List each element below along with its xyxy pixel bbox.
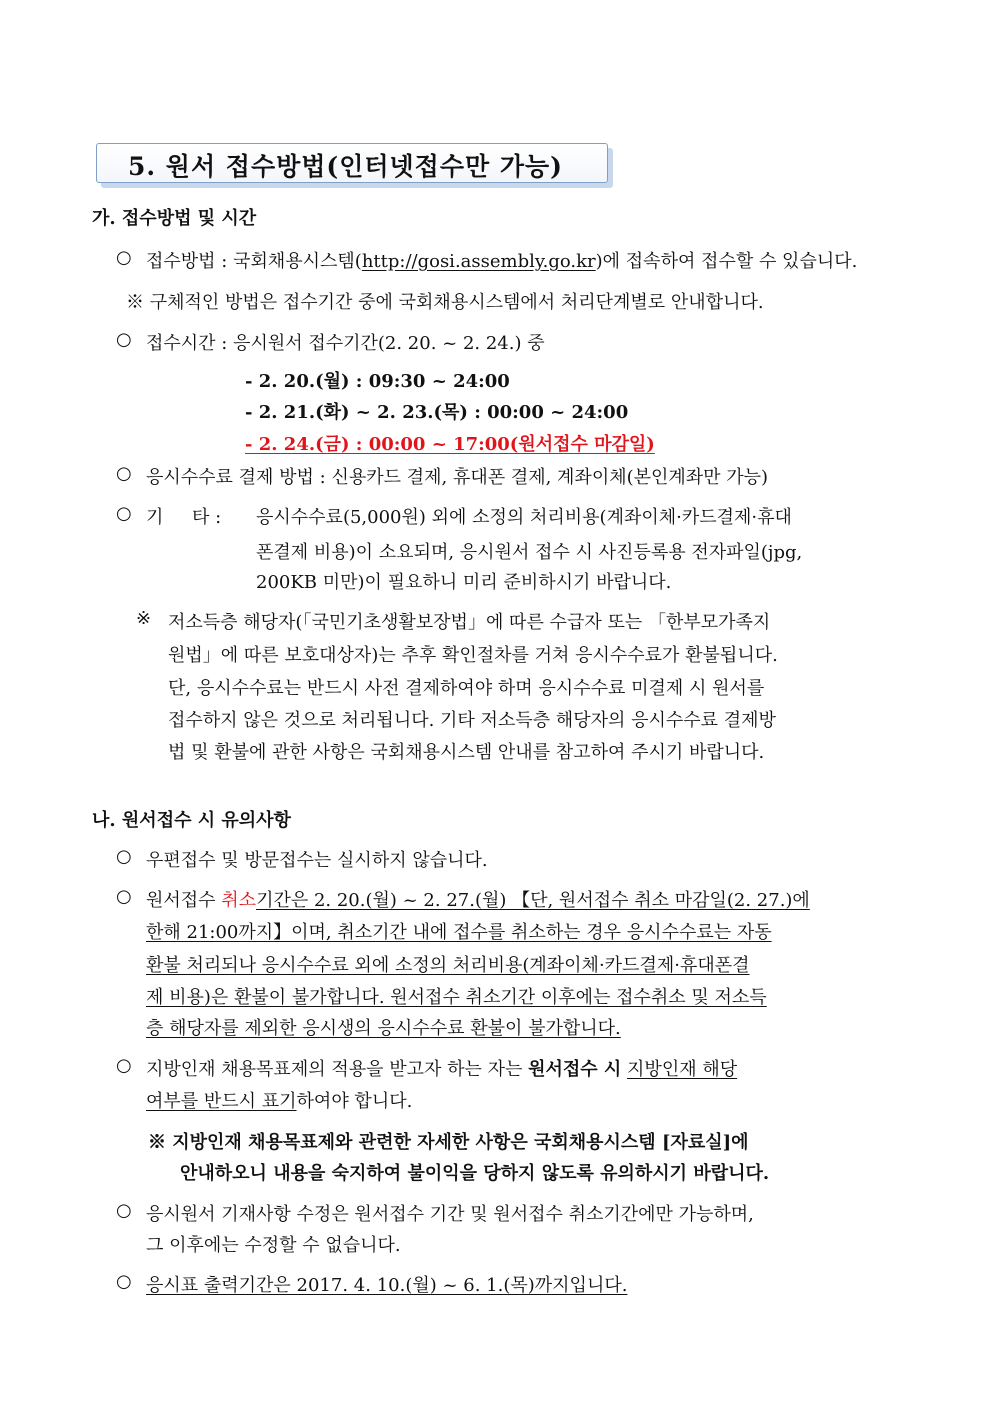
cancel-line: 제 비용)은 환불이 불가합니다. 원서접수 취소기간 이후에는 접수취소 및 저소득 [146,987,767,1008]
method-line [146,247,857,273]
local-note-line: ※ 지방인재 채용목표제와 관련한 자세한 사항은 국회채용시스템 [자료실]에 [148,1132,749,1153]
low-income-note-line: 저소득층 해당자(「국민기초생활보장법」에 따른 수급자 또는 「한부모가족지 [168,612,771,633]
cancel-line: 환불 처리되나 응시수수료 외에 소정의 처리비용(계좌이체·카드결제·휴대폰결 [146,955,750,976]
bullet: ○ [116,463,132,484]
low-income-note-line: 법 및 환불에 관한 사항은 국회채용시스템 안내를 참고하여 주시기 바랍니다. [168,742,765,763]
low-income-note-line: 접수하지 않은 것으로 처리됩니다. 기타 저소득층 해당자의 응시수수료 결제방 [168,710,776,731]
time-line: 접수시간 : 응시원서 접수기간(2. 20. ~ 2. 24.) 중 [146,333,545,354]
cancel-line [146,886,810,912]
bullet: ○ [116,329,132,350]
local-underline-2: 여부를 반드시 표기 [146,1091,297,1112]
fee-payment: 응시수수료 결제 방법 : 신용카드 결제, 휴대폰 결제, 계좌이체(본인계좌만 가능) [146,467,769,488]
schedule-day-1: - 2. 20.(월) : 09:30 ~ 24:00 [245,371,510,392]
modify-line: 그 이후에는 수정할 수 없습니다. [146,1235,401,1256]
local-bold: 원서접수 시 [528,1059,622,1080]
local-pre: 지방인재 채용목표제의 적용을 받고자 하는 자는 [146,1059,529,1080]
local-line [146,1055,737,1081]
cancel-post: 기간은 2. 20.(월) ~ 2. 27.(월) 【단, 원서접수 취소 마감일(2. 27.)에 [256,890,810,911]
bullet: ○ [116,886,132,907]
cancel-red: 취소 [221,890,257,911]
print-period: 응시표 출력기간은 2017. 4. 10.(월) ~ 6. 1.(목)까지입니다. [146,1275,628,1296]
note-mark: ※ [136,608,152,629]
etc-line: 응시수수료(5,000원) 외에 소정의 처리비용(계좌이체·카드결제·휴대 [256,507,792,528]
etc-label: 기 타 : [146,507,222,528]
schedule-day-2: - 2. 21.(화) ~ 2. 23.(목) : 00:00 ~ 24:00 [245,402,629,423]
method-suffix: )에 접속하여 접수할 수 있습니다. [595,251,858,272]
low-income-note-line: 단, 응시수수료는 반드시 사전 결제하여야 하며 응시수수료 미결제 시 원서를 [168,678,765,699]
local-underline: 지방인재 해당 [627,1059,738,1080]
cancel-line: 층 해당자를 제외한 응시생의 응시수수료 환불이 불가합니다. [146,1018,621,1039]
bullet: ○ [116,1200,132,1221]
local-line-2 [146,1087,412,1113]
cancel-pre: 원서접수 [146,890,222,911]
bullet: ○ [116,1271,132,1292]
etc-line: 200KB 미만)이 필요하니 미리 준비하시기 바랍니다. [256,572,672,593]
section-a-heading: 가. 접수방법 및 시간 [92,208,257,229]
bullet: ○ [116,1055,132,1076]
bullet: ○ [116,846,132,867]
section-title: 5. 원서 접수방법(인터넷접수만 가능) [128,152,563,181]
method-prefix: 접수방법 : 국회채용시스템( [146,251,362,272]
schedule-deadline: - 2. 24.(금) : 00:00 ~ 17:00(원서접수 마감일) [245,434,655,455]
modify-line: 응시원서 기재사항 수정은 원서접수 기간 및 원서접수 취소기간에만 가능하며, [146,1204,754,1225]
no-mail: 우편접수 및 방문접수는 실시하지 않습니다. [146,850,488,871]
bullet: ○ [116,503,132,524]
method-link[interactable]: http://gosi.assembly.go.kr [361,251,596,272]
etc-line: 폰결제 비용)이 소요되며, 응시원서 접수 시 사진등록용 전자파일(jpg, [256,542,803,563]
cancel-line: 한해 21:00까지】이며, 취소기간 내에 접수를 취소하는 경우 응시수수료는 자동 [146,922,772,943]
low-income-note-line: 원법」에 따른 보호대상자)는 추후 확인절차를 거쳐 응시수수료가 환불됩니다. [168,645,778,666]
local-post: 하여야 합니다. [296,1091,413,1112]
section-b-heading: 나. 원서접수 시 유의사항 [92,810,291,831]
local-note-line: 안내하오니 내용을 숙지하여 불이익을 당하지 않도록 유의하시기 바랍니다. [180,1163,770,1184]
bullet: ○ [116,247,132,268]
method-note: ※ 구체적인 방법은 접수기간 중에 국회채용시스템에서 처리단계별로 안내합니다. [126,292,764,313]
